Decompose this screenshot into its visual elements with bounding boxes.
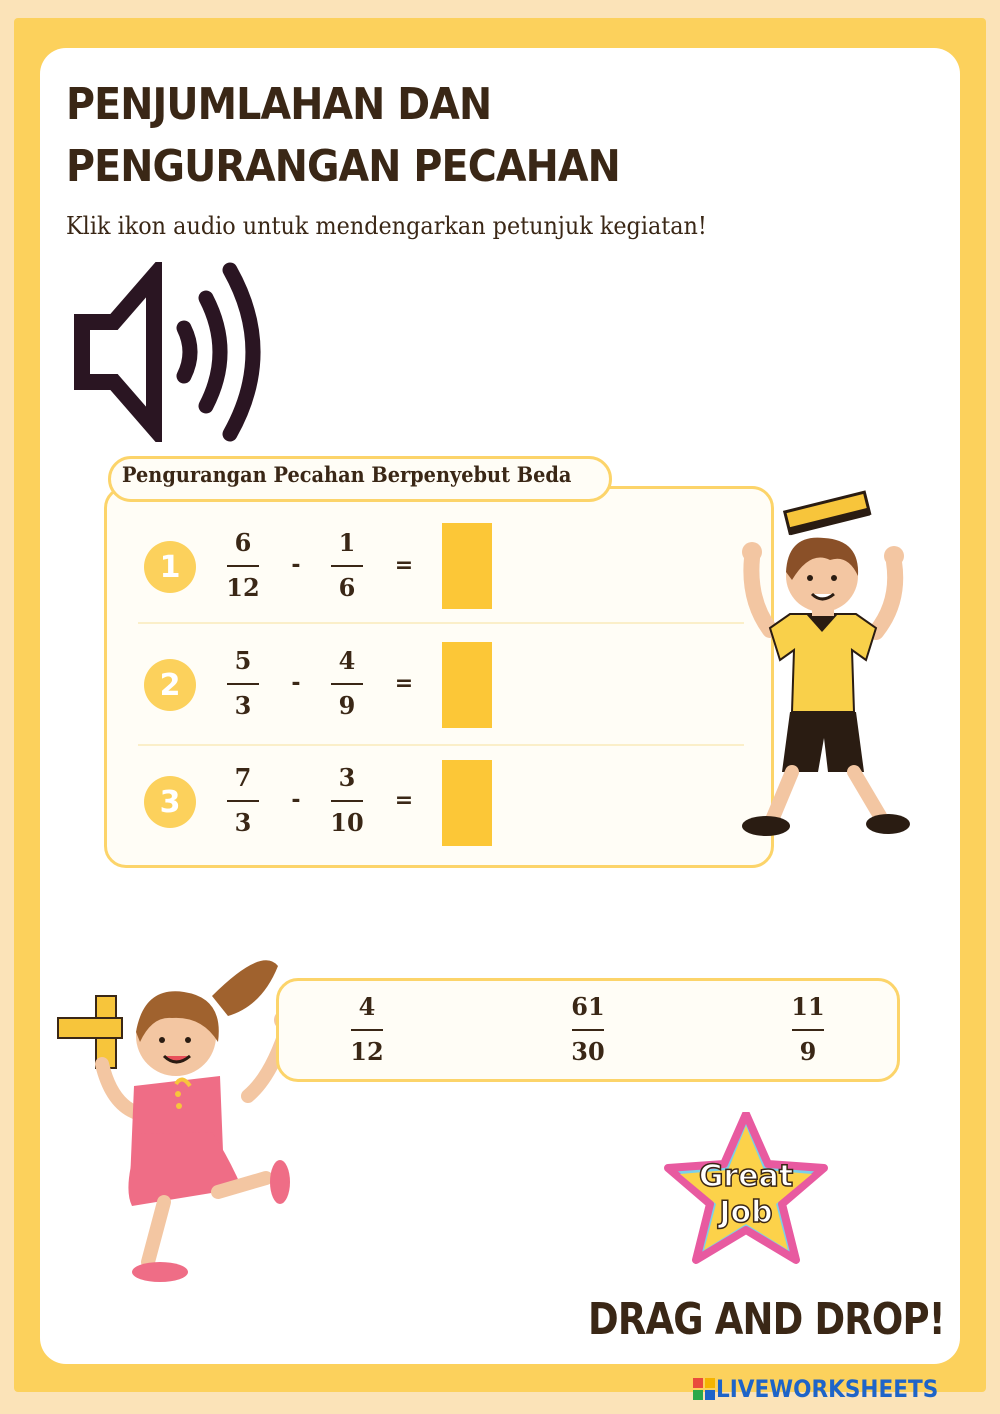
problem-2-fraction-b <box>317 646 377 721</box>
answer-drop-zone-1[interactable] <box>442 523 492 609</box>
numerator: 4 <box>338 646 356 675</box>
minus-sign: - <box>291 553 301 578</box>
problem-3-fraction-b <box>317 763 377 838</box>
numerator: 4 <box>358 992 376 1021</box>
audio-button[interactable] <box>72 262 284 442</box>
numerator: 61 <box>571 992 605 1021</box>
problem-number-badge: 1 <box>144 541 196 593</box>
fraction-bar <box>227 800 259 802</box>
brand-logo <box>692 1374 963 1404</box>
boy-illustration <box>730 490 920 850</box>
row-divider <box>138 744 744 746</box>
footer-instruction: DRAG AND DROP! <box>588 1294 945 1345</box>
numerator: 1 <box>338 528 356 557</box>
problem-1-fraction-a <box>213 528 273 603</box>
denominator: 30 <box>571 1037 605 1066</box>
minus-sign: - <box>291 671 301 696</box>
denominator: 12 <box>350 1037 384 1066</box>
fraction-bar <box>331 683 363 685</box>
great-job-sticker <box>664 1112 828 1268</box>
numerator: 7 <box>234 763 252 792</box>
sticker-text-line-2: Job <box>719 1195 773 1230</box>
denominator: 3 <box>234 808 252 837</box>
fraction-bar <box>227 683 259 685</box>
numerator: 11 <box>791 992 825 1021</box>
denominator: 3 <box>234 691 252 720</box>
fraction-bar <box>331 565 363 567</box>
girl-illustration <box>52 946 302 1296</box>
brand-name: LIVEWORKSHEETS <box>716 1375 939 1403</box>
fraction-bar <box>351 1029 383 1031</box>
denominator: 12 <box>226 573 260 602</box>
page-title <box>66 74 620 198</box>
section-title: Pengurangan Pecahan Berpenyebut Beda <box>122 462 572 487</box>
instruction-text: Klik ikon audio untuk mendengarkan petunjuk kegiatan! <box>66 212 707 240</box>
fraction-bar <box>331 800 363 802</box>
problem-3-fraction-a <box>213 763 273 838</box>
denominator: 9 <box>338 691 356 720</box>
answer-option-3[interactable] <box>778 992 838 1067</box>
denominator: 10 <box>330 808 364 837</box>
speaker-icon <box>72 262 284 442</box>
answer-drop-zone-3[interactable] <box>442 760 492 846</box>
title-line-1: PENJUMLAHAN DAN <box>66 79 492 130</box>
answer-option-1[interactable] <box>337 992 397 1067</box>
minus-sign: - <box>291 788 301 813</box>
title-line-2: PENGURANGAN PECAHAN <box>66 141 620 192</box>
answer-option-2[interactable] <box>558 992 618 1067</box>
fraction-bar <box>792 1029 824 1031</box>
problem-1-fraction-b <box>317 528 377 603</box>
equals-sign: = <box>394 553 414 578</box>
numerator: 3 <box>338 763 356 792</box>
numerator: 5 <box>234 646 252 675</box>
liveworksheets-icon <box>692 1377 716 1401</box>
problem-number-badge: 3 <box>144 776 196 828</box>
equals-sign: = <box>394 671 414 696</box>
equals-sign: = <box>394 788 414 813</box>
fraction-bar <box>572 1029 604 1031</box>
answer-drop-zone-2[interactable] <box>442 642 492 728</box>
problem-2-fraction-a <box>213 646 273 721</box>
denominator: 6 <box>338 573 356 602</box>
numerator: 6 <box>234 528 252 557</box>
sticker-text-line-1: Great <box>698 1159 794 1194</box>
problem-number-badge: 2 <box>144 659 196 711</box>
row-divider <box>138 622 744 624</box>
problems-card <box>104 486 774 868</box>
denominator: 9 <box>799 1037 817 1066</box>
fraction-bar <box>227 565 259 567</box>
